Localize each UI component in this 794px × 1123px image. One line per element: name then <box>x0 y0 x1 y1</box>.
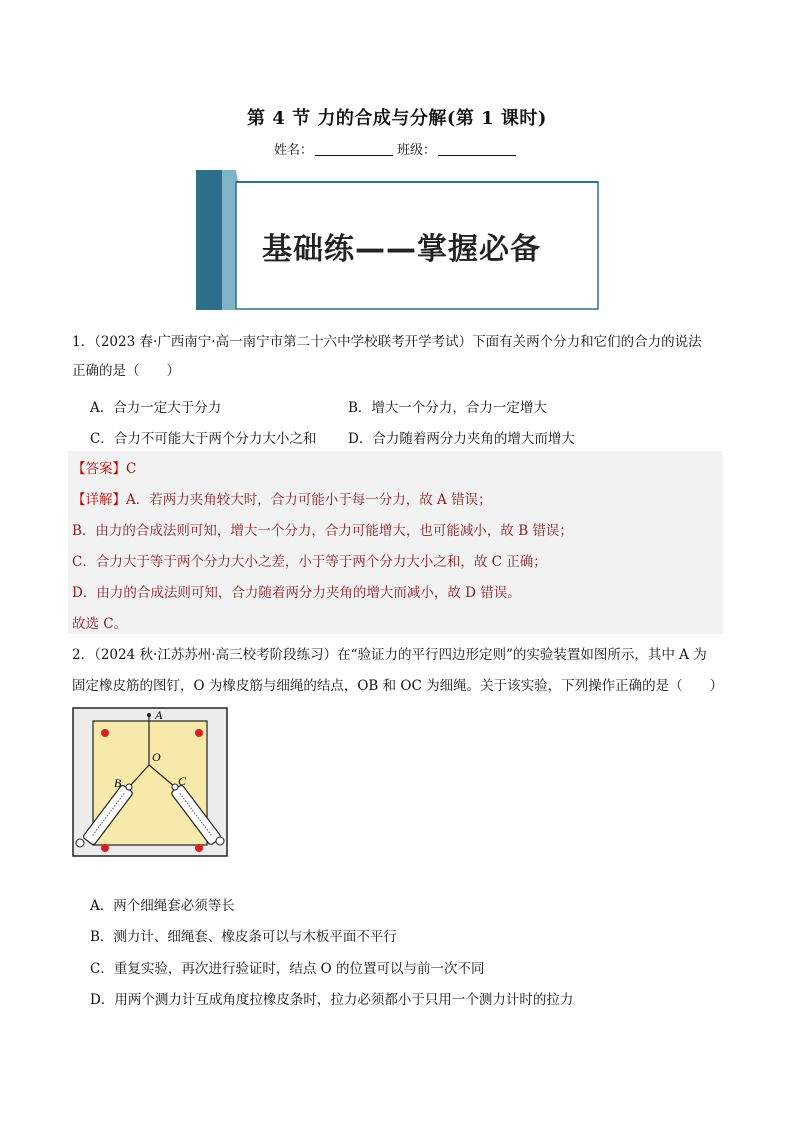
q1-detail-line: D．由力的合成法则可知，合力随着两分力夹角的增大而减小，故 D 错误。 <box>72 585 521 601</box>
q1-option-b[interactable]: B．增大一个分力，合力一定增大 <box>348 400 547 416</box>
q1-stem-line1: 1．（2023 春·广西南宁·高一南宁市第二十六中学校联考开学考试）下面有关两个分力和它们的合力的说法 <box>72 334 702 350</box>
label-o: O <box>152 750 161 764</box>
name-label: 姓名： <box>273 143 313 158</box>
q2-option-c[interactable]: C．重复实验，再次进行验证时，结点 O 的位置可以与前一次不同 <box>90 961 485 977</box>
label-b: B <box>114 776 122 790</box>
label-a: A <box>155 708 163 722</box>
answer-panel <box>68 451 723 634</box>
detail-tag: 【详解】 <box>72 492 126 508</box>
q1-option-a[interactable]: A．合力一定大于分力 <box>90 400 222 416</box>
name-blank <box>315 143 393 156</box>
q2-stem-line1: 2．（2024 秋·江苏苏州·高三校考阶段练习）在“验证力的平行四边形定则”的实验装置如图所示，其中 A 为 <box>72 647 707 663</box>
q1-answer <box>72 457 136 477</box>
q1-stem-line2: 正确的是（ ） <box>72 363 180 379</box>
label-c: C <box>178 774 187 788</box>
q1-detail-line <box>72 488 492 508</box>
q1-detail-line: C．合力大于等于两个分力大小之差，小于等于两个分力大小之和，故 C 正确； <box>72 554 547 570</box>
class-blank <box>438 143 516 156</box>
section-banner <box>196 168 600 312</box>
student-info-bar <box>0 139 794 158</box>
q2-option-b[interactable]: B．测力计、细绳套、橡皮条可以与木板平面不平行 <box>90 929 397 945</box>
q1-option-d[interactable]: D．合力随着两分力夹角的增大而增大 <box>348 431 575 447</box>
answer-tag: 【答案】 <box>72 461 126 477</box>
q2-stem-line2: 固定橡皮筋的图钉，O 为橡皮筋与细绳的结点，OB 和 OC 为细绳。关于该实验，下列操作正确的是（ ） <box>72 678 724 694</box>
answer-value: C <box>126 461 137 477</box>
q2-option-d[interactable]: D．用两个测力计互成角度拉橡皮条时，拉力必须都小于只用一个测力计时的拉力 <box>90 992 574 1008</box>
detail-text: A．若两力夹角较大时，合力可能小于每一分力，故 A 错误； <box>126 492 492 508</box>
q1-option-c[interactable]: C．合力不可能大于两个分力大小之和 <box>90 431 317 447</box>
page-title: 第 4 节 力的合成与分解(第 1 课时) <box>247 108 547 129</box>
force-table-diagram <box>72 707 228 857</box>
q1-detail-line: B．由力的合成法则可知，增大一个分力，合力可能增大，也可能减小，故 B 错误； <box>72 523 573 539</box>
class-label: 班级： <box>397 143 437 158</box>
experiment-figure <box>72 707 228 857</box>
banner-title: 基础练——掌握必备 <box>262 232 541 267</box>
q1-detail-line: 故选 C。 <box>72 616 128 632</box>
q2-option-a[interactable]: A．两个细绳套必须等长 <box>90 898 235 914</box>
